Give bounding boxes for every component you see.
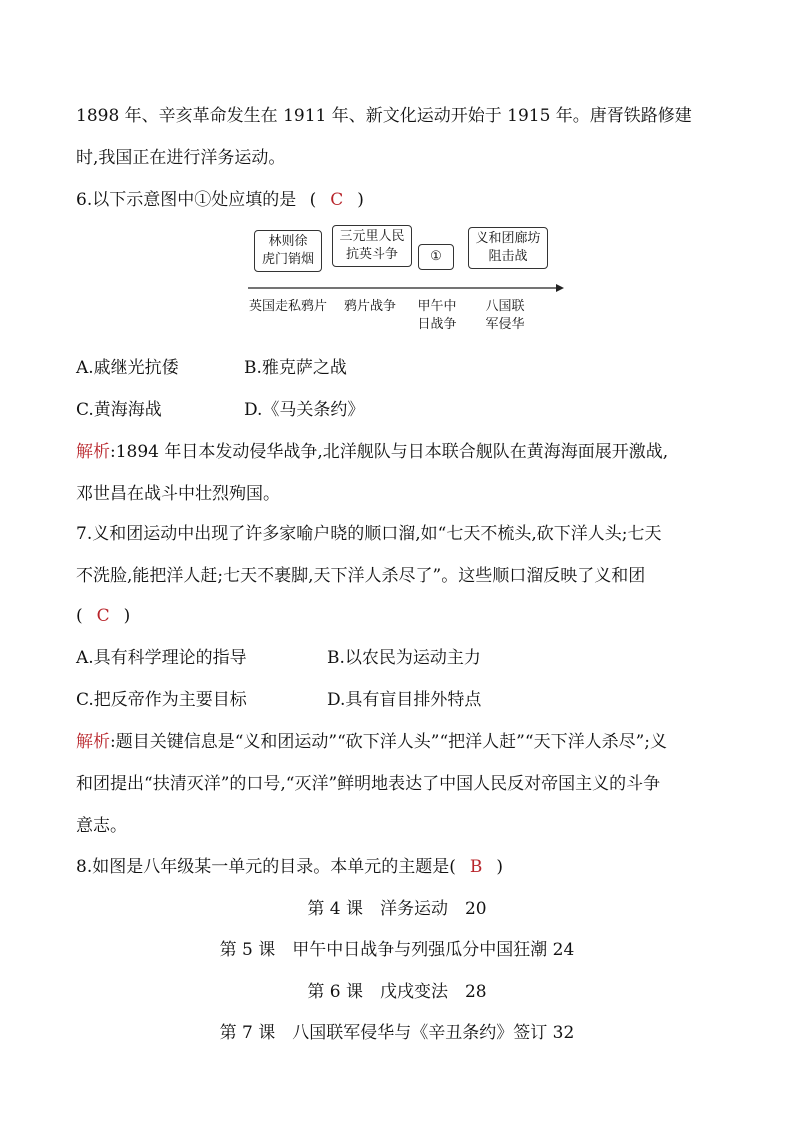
q5-analysis-line: 时,我国正在进行洋务运动。	[76, 148, 286, 168]
q7-stem-line: 7.义和团运动中出现了许多家喻户晓的顺口溜,如“七天不梳头,砍下洋人头;七天	[76, 524, 662, 544]
q5-analysis-line: 1898 年、辛亥革命发生在 1911 年、新文化运动开始于 1915 年。唐胥铁路修建	[76, 106, 692, 126]
timeline-arrow-icon	[556, 284, 564, 292]
q7-analysis-line: 意志。	[76, 816, 127, 836]
analysis-text: :题目关键信息是“义和团运动”“砍下洋人头”“把洋人赶”“天下洋人杀尽”;义	[110, 732, 667, 752]
toc-entry: 第 7 课 八国联军侵华与《辛丑条约》签订 32	[219, 1023, 575, 1043]
q7-option-d: D.具有盲目排外特点	[327, 690, 482, 710]
q7-option-a: A.具有科学理论的指导	[76, 648, 247, 668]
toc-entry: 第 5 课 甲午中日战争与列强瓜分中国狂潮 24	[219, 940, 575, 960]
q8-answer: B	[469, 857, 483, 877]
q6-option-a: A.戚继光抗倭	[76, 358, 179, 378]
q6-answer: C	[330, 190, 344, 210]
timeline-label: 鸦片战争	[343, 299, 396, 314]
q7-paren-open: (	[76, 606, 83, 626]
q6-option-c: C.黄海海战	[76, 400, 162, 420]
timeline-event-box: 义和团廊坊 阻击战	[468, 227, 548, 269]
q7-option-c: C.把反帝作为主要目标	[76, 690, 247, 710]
timeline-event-box: 林则徐 虎门销烟	[254, 230, 322, 272]
toc-entry: 第 4 课 洋务运动 20	[307, 899, 487, 919]
q7-analysis-line: 和团提出“扶清灭洋”的口号,“灭洋”鲜明地表达了中国人民反对帝国主义的斗争	[76, 774, 661, 794]
q6-stem	[76, 188, 364, 212]
q6-paren-close: )	[357, 190, 364, 210]
q7-analysis	[76, 730, 667, 754]
q8-stem	[76, 855, 503, 879]
q6-analysis-line: 邓世昌在战斗中壮烈殉国。	[76, 484, 280, 504]
q6-option-d: D.《马关条约》	[244, 400, 365, 420]
q7-stem-line: 不洗脸,能把洋人赶;七天不裹脚,天下洋人杀尽了”。这些顺口溜反映了义和团	[76, 566, 646, 586]
timeline-label: 英国走私鸦片	[248, 299, 327, 314]
q7-option-b: B.以农民为运动主力	[327, 648, 481, 668]
q7-answer: C	[96, 606, 110, 626]
q6-analysis	[76, 440, 668, 464]
timeline-diagram	[240, 224, 570, 344]
timeline-event-box: 三元里人民 抗英斗争	[332, 225, 412, 267]
q7-paren-close: )	[123, 606, 131, 626]
timeline-label: 甲午中 日战争	[417, 299, 457, 332]
q6-option-b: B.雅克萨之战	[244, 358, 347, 378]
q6-stem-text: 6.以下示意图中①处应填的是	[76, 190, 297, 210]
q8-paren-close: )	[496, 857, 503, 877]
analysis-label: 解析	[76, 732, 110, 752]
q8-stem-text: 8.如图是八年级某一单元的目录。本单元的主题是(	[76, 857, 456, 877]
timeline-label: 八国联 军侵华	[485, 299, 525, 332]
analysis-text: :1894 年日本发动侵华战争,北洋舰队与日本联合舰队在黄海海面展开激战,	[110, 442, 669, 462]
analysis-label: 解析	[76, 442, 110, 462]
timeline-event-box-blank: ①	[418, 244, 454, 270]
toc-entry: 第 6 课 戊戌变法 28	[307, 982, 487, 1002]
q6-paren-open: (	[309, 190, 317, 210]
q7-answer-line	[76, 604, 130, 628]
